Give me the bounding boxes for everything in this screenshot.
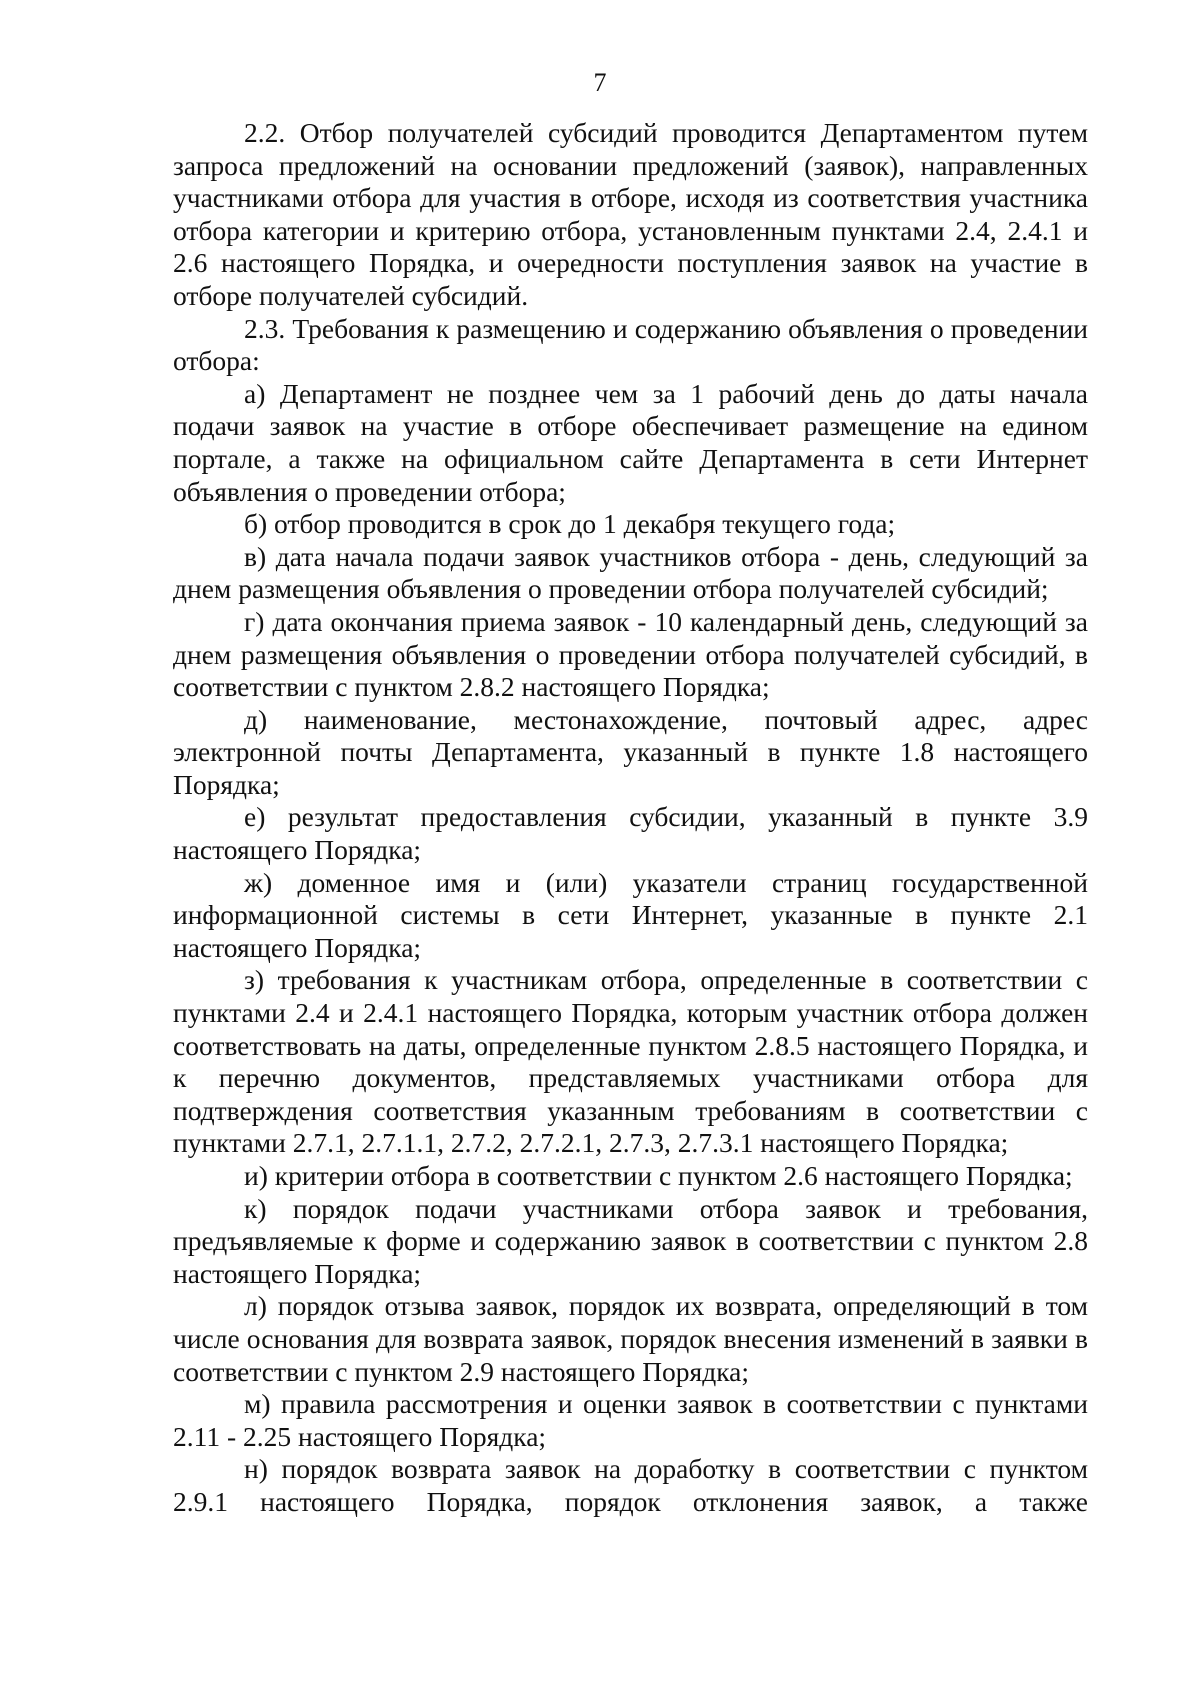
paragraph-2-3: 2.3. Требования к размещению и содержанию объявления о проведении отбора: (173, 312, 1088, 377)
page-number: 7 (593, 68, 607, 97)
list-item-l: л) порядок отзыва заявок, порядок их возврата, определяющий в том числе основания для возврата заявок, порядок внесения изменений в заявки в соответствии с пунктом 2.9 настоящего Порядка; (173, 1290, 1088, 1387)
list-item-d: д) наименование, местонахождение, почтовый адрес, адрес электронной почты Департамента, указанный в пункте 1.8 настоящего Порядка; (173, 703, 1088, 800)
list-item-v: в) дата начала подачи заявок участников отбора - день, следующий за днем размещения объявления о проведении отбора получателей субсидий; (173, 540, 1088, 605)
list-item-n: н) порядок возврата заявок на доработку в соответствии с пунктом 2.9.1 настоящего Порядка, порядок отклонения заявок, а также (173, 1453, 1088, 1517)
paragraph-2-2: 2.2. Отбор получателей субсидий проводится Департаментом путем запроса предложений на основании предложений (заявок), направленных участниками отбора для участия в отборе, исходя из соответствия участника отбора категории и критерию отбора, установленным пунктами 2.4, 2.4.1 и 2.6 настоящего Порядка, и очередности поступления заявок на участие в отборе получателей субсидий. (173, 117, 1088, 311)
list-item-a: а) Департамент не позднее чем за 1 рабочий день до даты начала подачи заявок на участие в отборе обеспечивает размещение на едином портале, а также на официальном сайте Департамента в сети Интернет объявления о проведении отбора; (173, 377, 1088, 507)
list-item-k: к) порядок подачи участниками отбора заявок и требования, предъявляемые к форме и содержанию заявок в соответствии с пунктом 2.8 настоящего Порядка; (173, 1192, 1088, 1289)
list-item-i: и) критерии отбора в соответствии с пунктом 2.6 настоящего Порядка; (244, 1160, 1073, 1191)
list-item-e: е) результат предоставления субсидии, указанный в пункте 3.9 настоящего Порядка; (173, 801, 1088, 866)
list-item-zh: ж) доменное имя и (или) указатели страниц государственной информационной системы в сети Интернет, указанные в пункте 2.1 настоящего Порядка; (173, 866, 1088, 963)
list-item-z: з) требования к участникам отбора, определенные в соответствии с пунктами 2.4 и 2.4.1 настоящего Порядка, которым участник отбора должен соответствовать на даты, определенные пунктом 2.8.5 настоящего Порядка, и к перечню документов, представляемых участниками отбора для подтверждения соответствия указанным требованиям в соответствии с пунктами 2.7.1, 2.7.1.1, 2.7.2, 2.7.2.1, 2.7.3, 2.7.3.1 настоящего Порядка; (173, 964, 1088, 1159)
list-item-m: м) правила рассмотрения и оценки заявок в соответствии с пунктами 2.11 - 2.25 настоящего Порядка; (173, 1388, 1088, 1452)
list-item-g: г) дата окончания приема заявок - 10 календарный день, следующий за днем размещения объявления о проведении отбора получателей субсидий, в соответствии с пунктом 2.8.2 настоящего Порядка; (173, 605, 1088, 703)
list-item-b: б) отбор проводится в срок до 1 декабря текущего года; (244, 508, 896, 540)
document-body (173, 117, 1088, 1519)
